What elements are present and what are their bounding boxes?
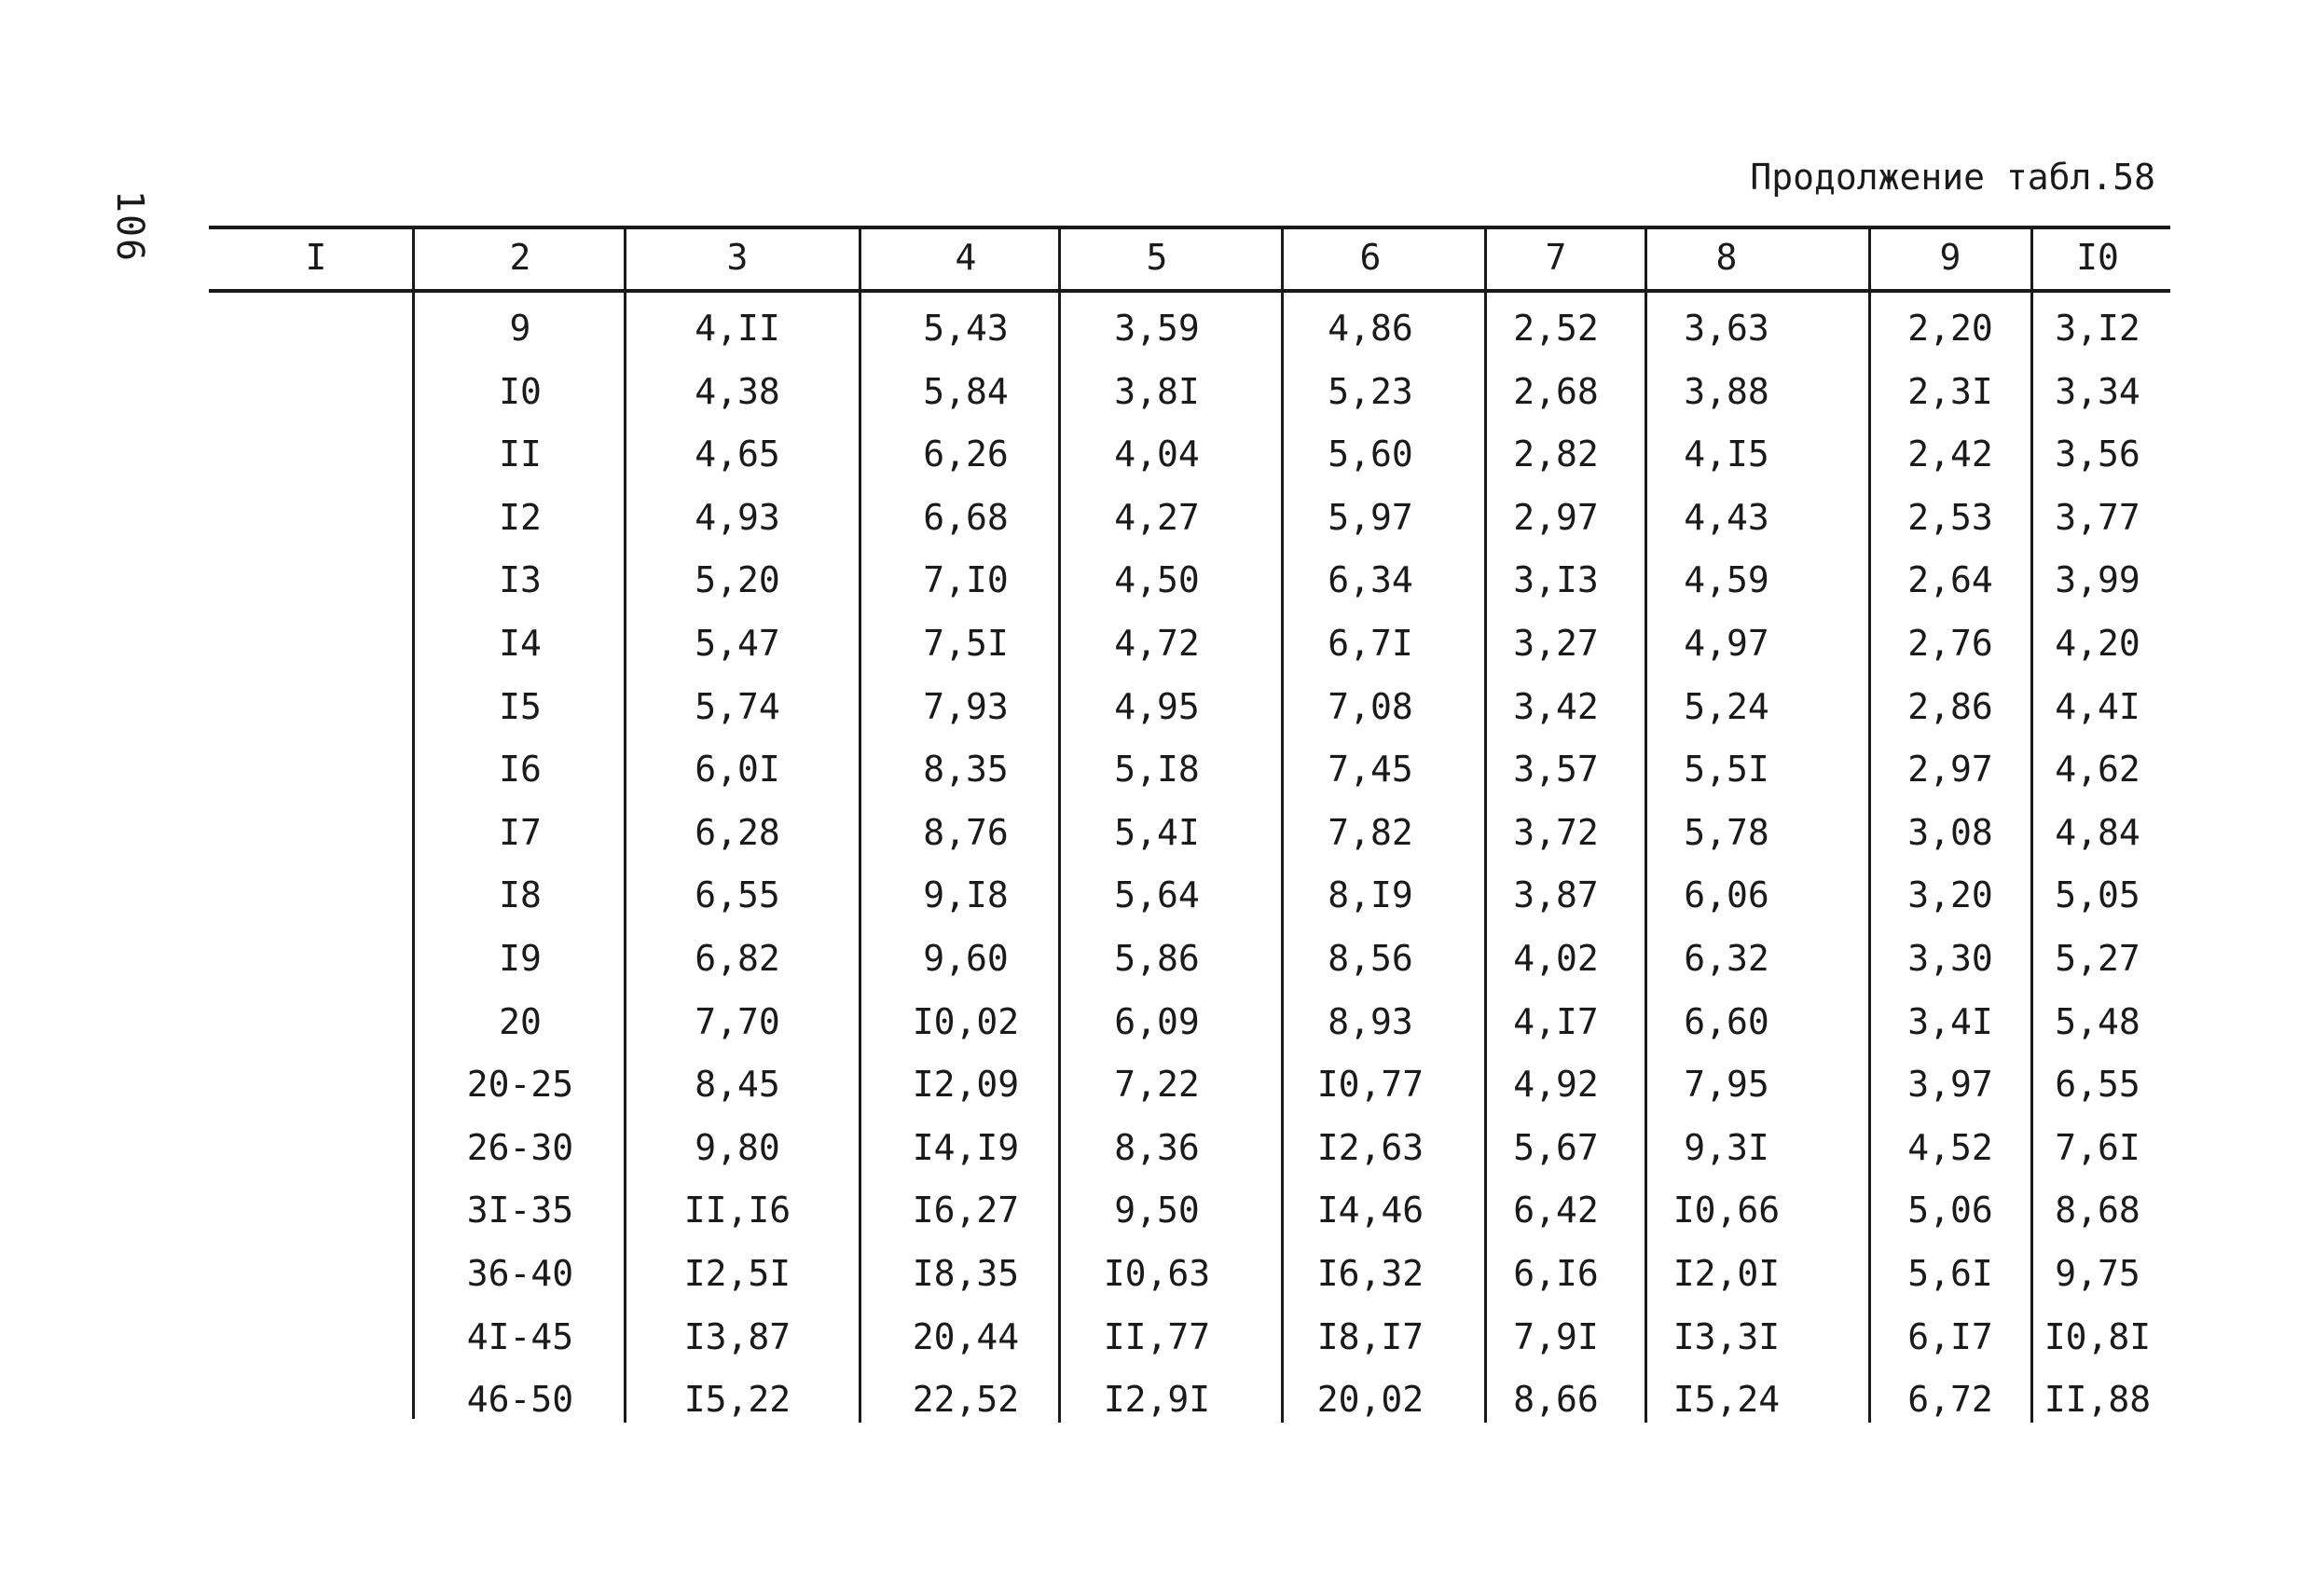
table-cell: I3,87 xyxy=(683,1315,791,1357)
table-cell: 4I-45 xyxy=(466,1315,574,1357)
table-cell: 9,80 xyxy=(695,1126,780,1168)
table-cell: 3,57 xyxy=(1513,749,1599,791)
table-cell: II,77 xyxy=(1103,1315,1211,1357)
table-cell: 20 xyxy=(499,1000,542,1042)
table-cell: 4,4I xyxy=(2055,685,2140,727)
table-cell: 5,23 xyxy=(1328,370,1413,412)
table-cell: 3,59 xyxy=(1114,308,1200,349)
table-cell: 3,30 xyxy=(1907,938,1993,979)
table-cell: 5,97 xyxy=(1328,496,1413,538)
table-cell: 6,0I xyxy=(695,749,780,791)
table-cell: I4,I9 xyxy=(912,1126,1020,1168)
table-cell: 4,02 xyxy=(1513,938,1599,979)
table-cell: 6,34 xyxy=(1328,559,1413,601)
table-cell: I8,I7 xyxy=(1316,1315,1424,1357)
table-cell: 26-30 xyxy=(466,1126,574,1168)
table-cell: 8,66 xyxy=(1513,1379,1599,1421)
table-cell: I0,77 xyxy=(1316,1064,1424,1106)
table-caption: Продолжение табл.58 xyxy=(1750,157,2155,198)
table-cell: 7,I0 xyxy=(923,559,1009,601)
table-cell: 8,36 xyxy=(1114,1126,1200,1168)
table-cell: 6,42 xyxy=(1513,1190,1599,1231)
table-cell: I6,32 xyxy=(1316,1253,1424,1294)
column-header: 4 xyxy=(955,237,977,278)
table-cell: 5,4I xyxy=(1114,811,1200,853)
table-cell: 36-40 xyxy=(466,1253,574,1294)
table-cell: I3 xyxy=(499,559,542,601)
table-cell: 4,I7 xyxy=(1513,1000,1599,1042)
table-cell: I0,8I xyxy=(2044,1315,2152,1357)
table-cell: 4,65 xyxy=(695,433,780,475)
table-cell: 3,27 xyxy=(1513,623,1599,664)
table-cell: 3,08 xyxy=(1907,811,1993,853)
table-cell: II,I6 xyxy=(683,1190,791,1231)
table-cell: 5,27 xyxy=(2055,938,2140,979)
table-cell: 9 xyxy=(509,308,531,349)
table-cell: 5,64 xyxy=(1114,874,1200,916)
table-cell: 3,88 xyxy=(1684,370,1769,412)
table-cell: 3,99 xyxy=(2055,559,2140,601)
table-cell: 6,09 xyxy=(1114,1000,1200,1042)
table-cell: 8,56 xyxy=(1328,938,1413,979)
table-cell: 4,27 xyxy=(1114,496,1200,538)
table-cell: 7,82 xyxy=(1328,811,1413,853)
table-cell: 7,6I xyxy=(2055,1126,2140,1168)
table-cell: 5,20 xyxy=(695,559,780,601)
table-cell: I2,5I xyxy=(683,1253,791,1294)
table-cell: 2,53 xyxy=(1907,496,1993,538)
table-cell: I3,3I xyxy=(1672,1315,1781,1357)
table-cell: 5,78 xyxy=(1684,811,1769,853)
table-cell: I8 xyxy=(499,874,542,916)
table-cell: I6 xyxy=(499,749,542,791)
table-cell: 5,24 xyxy=(1684,685,1769,727)
table-cell: 46-50 xyxy=(466,1379,574,1421)
table-cell: 2,97 xyxy=(1907,749,1993,791)
table-cell: 4,93 xyxy=(695,496,780,538)
table-cell: 8,93 xyxy=(1328,1000,1413,1042)
table-cell: 5,86 xyxy=(1114,938,1200,979)
table-cell: 5,43 xyxy=(923,308,1009,349)
table-cell: 5,I8 xyxy=(1114,749,1200,791)
table-cell: I6,27 xyxy=(912,1190,1020,1231)
table-cell: 9,I8 xyxy=(923,874,1009,916)
data-table xyxy=(209,226,2170,1438)
table-cell: 6,7I xyxy=(1328,623,1413,664)
table-cell: 7,9I xyxy=(1513,1315,1599,1357)
table-cell: I2,63 xyxy=(1316,1126,1424,1168)
table-cell: 7,22 xyxy=(1114,1064,1200,1106)
table-cell: 4,62 xyxy=(2055,749,2140,791)
table-cell: 5,60 xyxy=(1328,433,1413,475)
table-cell: 2,3I xyxy=(1907,370,1993,412)
table-cell: 5,48 xyxy=(2055,1000,2140,1042)
table-cell: 3,I2 xyxy=(2055,308,2140,349)
column-divider xyxy=(859,227,861,1423)
table-cell: 4,84 xyxy=(2055,811,2140,853)
table-cell: 2,20 xyxy=(1907,308,1993,349)
table-cell: I2,09 xyxy=(912,1064,1020,1106)
table-cell: 4,II xyxy=(695,308,780,349)
table-cell: 2,68 xyxy=(1513,370,1599,412)
page-number: 106 xyxy=(108,189,152,264)
table-cell: 3,77 xyxy=(2055,496,2140,538)
table-cell: 7,45 xyxy=(1328,749,1413,791)
table-cell: 8,76 xyxy=(923,811,1009,853)
table-cell: 5,06 xyxy=(1907,1190,1993,1231)
table-cell: 6,55 xyxy=(695,874,780,916)
table-cell: 5,84 xyxy=(923,370,1009,412)
table-cell: I5,24 xyxy=(1672,1379,1781,1421)
table-cell: 7,70 xyxy=(695,1000,780,1042)
table-cell: 4,59 xyxy=(1684,559,1769,601)
table-cell: 3,20 xyxy=(1907,874,1993,916)
table-cell: 6,I7 xyxy=(1907,1315,1993,1357)
column-header: 2 xyxy=(509,237,531,278)
header-top-rule xyxy=(209,226,2170,229)
table-cell: 6,82 xyxy=(695,938,780,979)
table-cell: 7,08 xyxy=(1328,685,1413,727)
table-cell: 20,44 xyxy=(912,1315,1020,1357)
table-cell: 4,95 xyxy=(1114,685,1200,727)
table-cell: 3,63 xyxy=(1684,308,1769,349)
table-cell: 6,06 xyxy=(1684,874,1769,916)
table-cell: 3,42 xyxy=(1513,685,1599,727)
column-header: 7 xyxy=(1545,237,1567,278)
table-cell: 7,95 xyxy=(1684,1064,1769,1106)
table-cell: 4,20 xyxy=(2055,623,2140,664)
table-cell: 4,38 xyxy=(695,370,780,412)
table-cell: 8,35 xyxy=(923,749,1009,791)
table-cell: 5,74 xyxy=(695,685,780,727)
table-cell: I0 xyxy=(499,370,542,412)
table-cell: 5,5I xyxy=(1684,749,1769,791)
table-cell: 9,75 xyxy=(2055,1253,2140,1294)
table-cell: 3,4I xyxy=(1907,1000,1993,1042)
table-cell: I2,0I xyxy=(1672,1253,1781,1294)
table-cell: I5 xyxy=(499,685,542,727)
table-cell: 3,I3 xyxy=(1513,559,1599,601)
table-cell: I0,63 xyxy=(1103,1253,1211,1294)
table-cell: 6,55 xyxy=(2055,1064,2140,1106)
table-cell: 7,93 xyxy=(923,685,1009,727)
table-cell: 2,64 xyxy=(1907,559,1993,601)
table-cell: I8,35 xyxy=(912,1253,1020,1294)
column-header: 9 xyxy=(1939,237,1961,278)
header-bottom-rule xyxy=(209,289,2170,293)
table-cell: 4,43 xyxy=(1684,496,1769,538)
table-cell: I9 xyxy=(499,938,542,979)
table-cell: 3I-35 xyxy=(466,1190,574,1231)
table-cell: 5,05 xyxy=(2055,874,2140,916)
table-cell: 2,76 xyxy=(1907,623,1993,664)
table-cell: I4,46 xyxy=(1316,1190,1424,1231)
table-cell: 6,32 xyxy=(1684,938,1769,979)
table-cell: I2,9I xyxy=(1103,1379,1211,1421)
table-cell: 9,60 xyxy=(923,938,1009,979)
table-cell: 7,5I xyxy=(923,623,1009,664)
table-cell: I0,66 xyxy=(1672,1190,1781,1231)
column-divider xyxy=(624,227,626,1423)
table-cell: 20-25 xyxy=(466,1064,574,1106)
table-cell: 4,72 xyxy=(1114,623,1200,664)
table-cell: 3,56 xyxy=(2055,433,2140,475)
table-cell: 5,47 xyxy=(695,623,780,664)
table-cell: I7 xyxy=(499,811,542,853)
table-cell: 4,I5 xyxy=(1684,433,1769,475)
column-header: 3 xyxy=(726,237,749,278)
table-cell: 22,52 xyxy=(912,1379,1020,1421)
table-cell: 4,92 xyxy=(1513,1064,1599,1106)
table-cell: 3,97 xyxy=(1907,1064,1993,1106)
column-header: I0 xyxy=(2076,237,2119,278)
table-cell: II xyxy=(499,433,542,475)
table-cell: 6,28 xyxy=(695,811,780,853)
table-cell: 6,68 xyxy=(923,496,1009,538)
table-cell: 3,87 xyxy=(1513,874,1599,916)
table-cell: 3,72 xyxy=(1513,811,1599,853)
table-cell: 6,26 xyxy=(923,433,1009,475)
table-cell: 2,52 xyxy=(1513,308,1599,349)
table-cell: 2,86 xyxy=(1907,685,1993,727)
column-header: 6 xyxy=(1359,237,1382,278)
table-cell: 2,42 xyxy=(1907,433,1993,475)
table-cell: II,88 xyxy=(2044,1379,2152,1421)
column-divider xyxy=(412,227,415,1419)
table-cell: 6,72 xyxy=(1907,1379,1993,1421)
column-header: 5 xyxy=(1146,237,1168,278)
table-cell: 4,52 xyxy=(1907,1126,1993,1168)
table-cell: I4 xyxy=(499,623,542,664)
table-cell: 4,86 xyxy=(1328,308,1413,349)
table-cell: 9,50 xyxy=(1114,1190,1200,1231)
table-cell: I0,02 xyxy=(912,1000,1020,1042)
table-cell: 3,34 xyxy=(2055,370,2140,412)
table-cell: I5,22 xyxy=(683,1379,791,1421)
table-cell: 4,50 xyxy=(1114,559,1200,601)
table-cell: 9,3I xyxy=(1684,1126,1769,1168)
table-cell: 3,8I xyxy=(1114,370,1200,412)
table-cell: I2 xyxy=(499,496,542,538)
table-cell: 8,I9 xyxy=(1328,874,1413,916)
table-cell: 6,60 xyxy=(1684,1000,1769,1042)
column-header: I xyxy=(305,237,327,278)
table-cell: 8,68 xyxy=(2055,1190,2140,1231)
table-cell: 2,97 xyxy=(1513,496,1599,538)
table-cell: 4,97 xyxy=(1684,623,1769,664)
table-cell: 20,02 xyxy=(1316,1379,1424,1421)
table-cell: 4,04 xyxy=(1114,433,1200,475)
table-cell: 6,I6 xyxy=(1513,1253,1599,1294)
table-cell: 2,82 xyxy=(1513,433,1599,475)
table-cell: 5,6I xyxy=(1907,1253,1993,1294)
table-cell: 5,67 xyxy=(1513,1126,1599,1168)
column-header: 8 xyxy=(1715,237,1738,278)
table-cell: 8,45 xyxy=(695,1064,780,1106)
